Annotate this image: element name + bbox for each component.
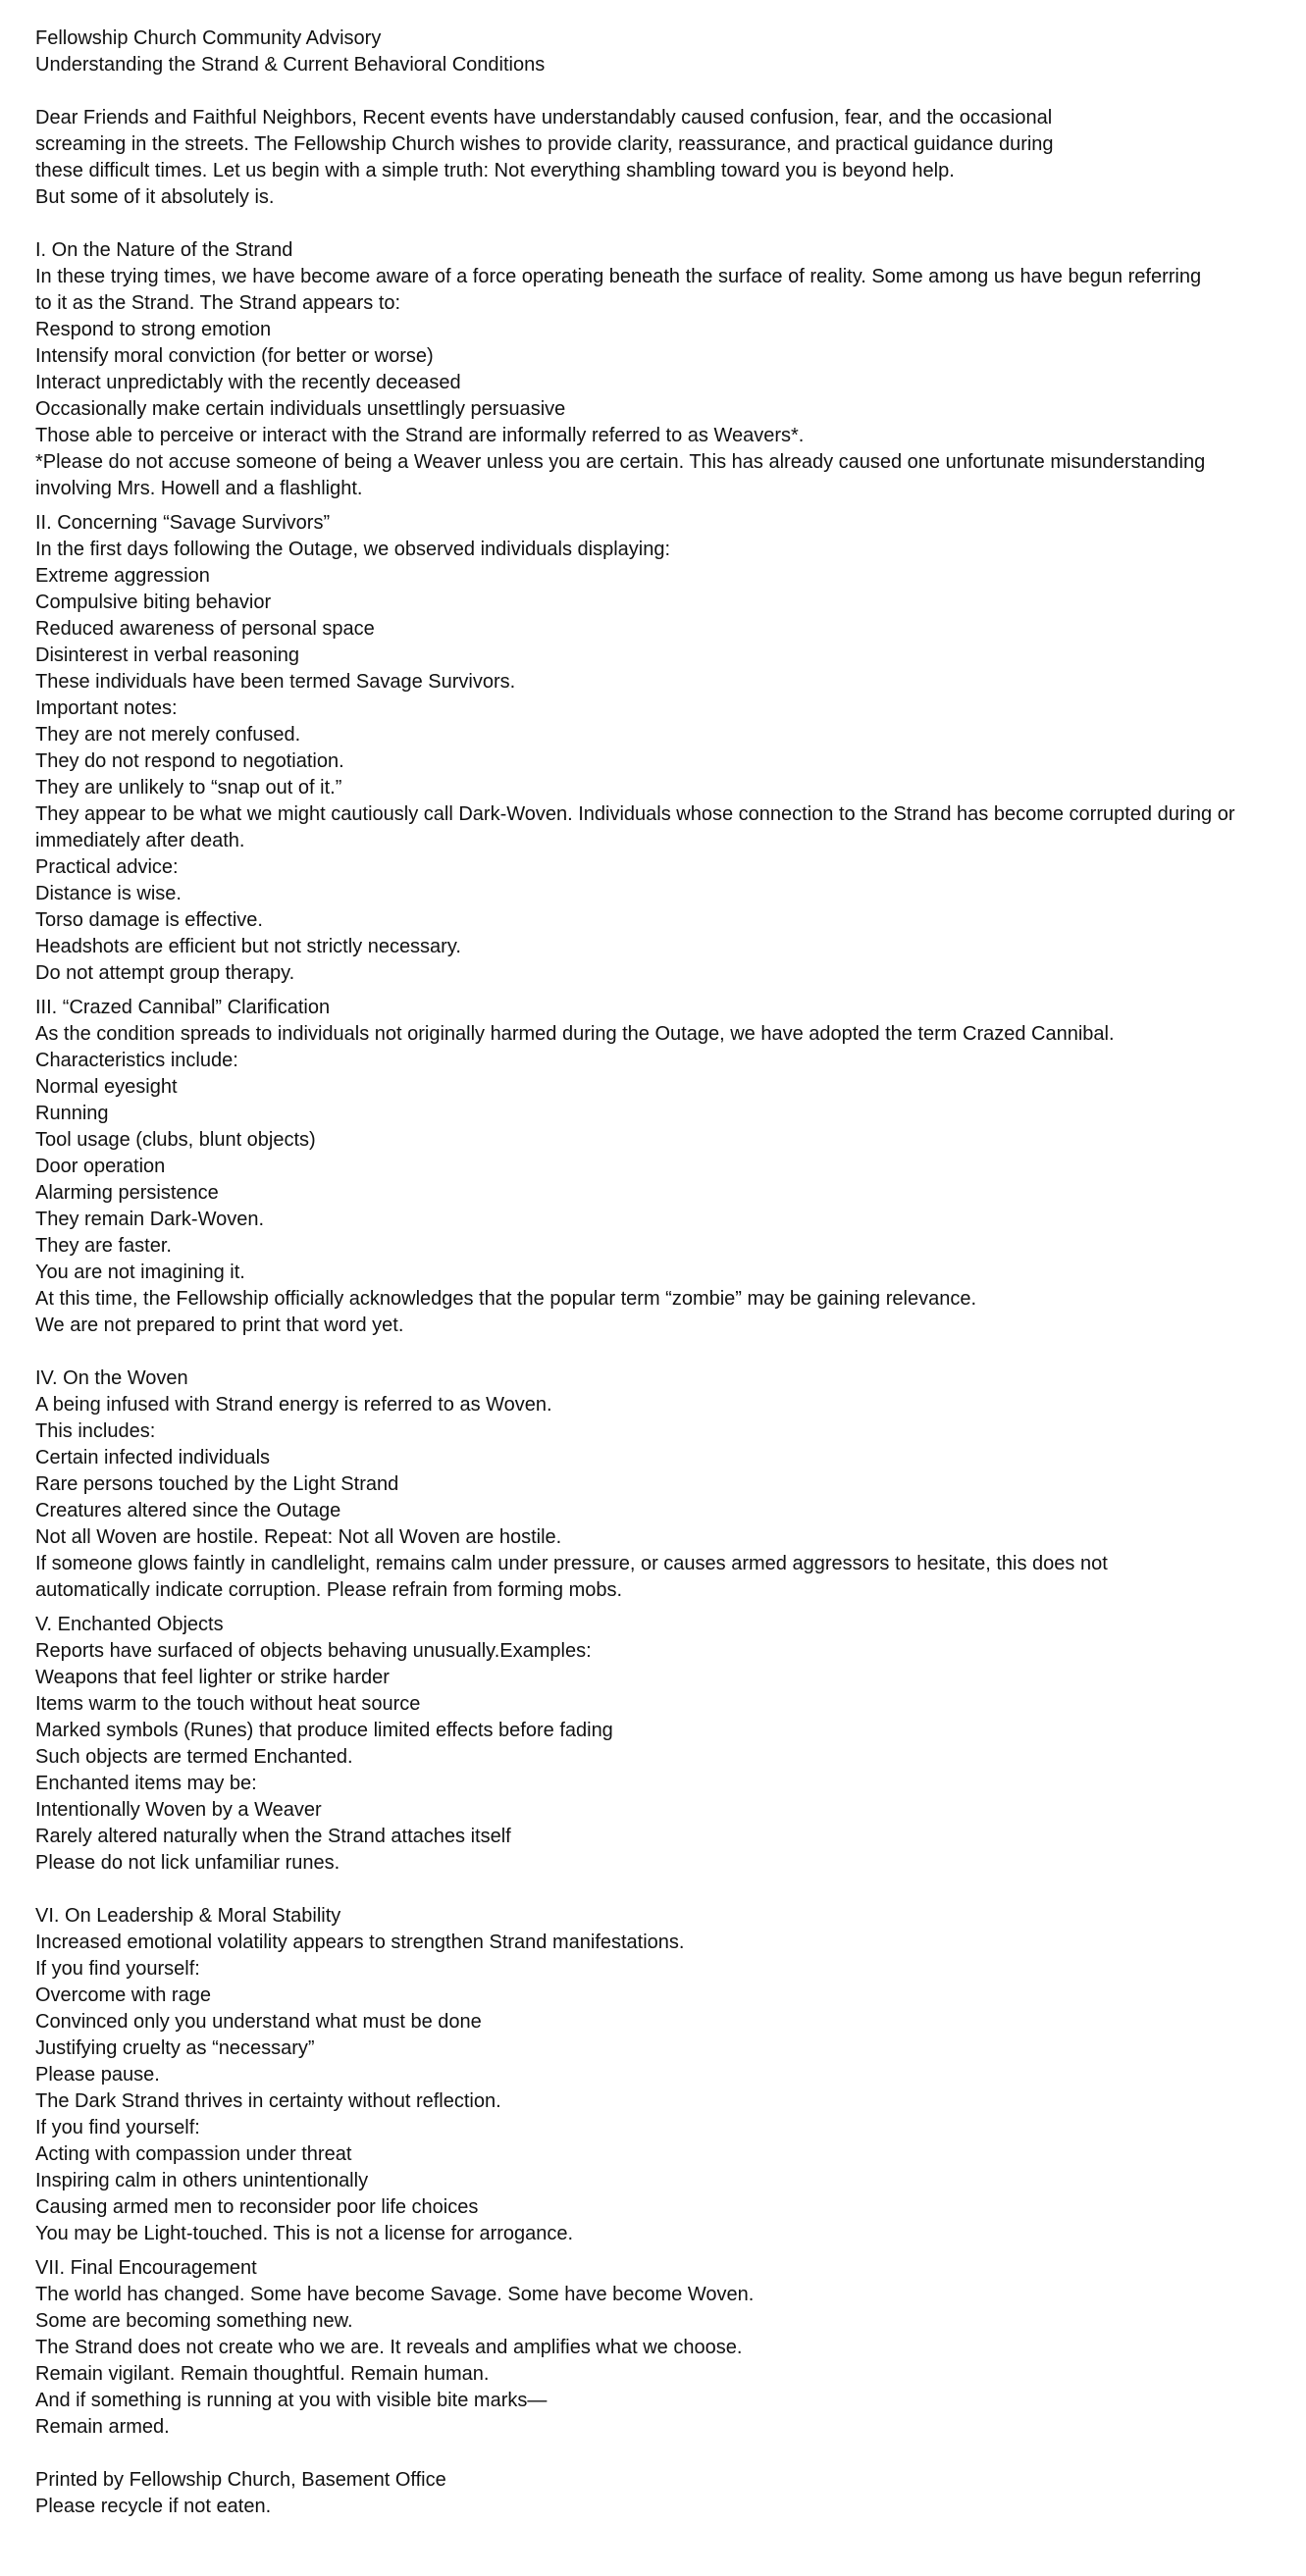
section-line: As the condition spreads to individuals not originally harmed during the Outage, we have adopted the term Crazed Cannibal. xyxy=(35,1023,1115,1045)
section-line: You may be Light-touched. This is not a license for arrogance. xyxy=(35,2223,574,2244)
section-line: Torso damage is effective. xyxy=(35,909,263,931)
section-line: Rarely altered naturally when the Strand attaches itself xyxy=(35,1826,511,1847)
section-line: Respond to strong emotion xyxy=(35,319,272,340)
section-line: to it as the Strand. The Strand appears to: xyxy=(35,292,401,314)
section-heading: I. On the Nature of the Strand xyxy=(35,239,293,261)
section-line: Running xyxy=(35,1103,109,1124)
section-3 xyxy=(35,995,1291,1339)
section-line: We are not prepared to print that word yet. xyxy=(35,1314,404,1336)
intro-paragraph xyxy=(35,105,1291,211)
section-line: Extreme aggression xyxy=(35,565,210,587)
section-line: *Please do not accuse someone of being a Weaver unless you are certain. This has already caused one unfortunate misunderstanding xyxy=(35,451,1206,473)
section-line: A being infused with Strand energy is referred to as Woven. xyxy=(35,1394,552,1416)
section-line: Inspiring calm in others unintentionally xyxy=(35,2170,369,2191)
section-line: Convinced only you understand what must be done xyxy=(35,2011,482,2033)
section-4 xyxy=(35,1365,1291,1604)
section-line: Rare persons touched by the Light Strand xyxy=(35,1473,399,1495)
section-line: Certain infected individuals xyxy=(35,1447,271,1468)
section-line: The world has changed. Some have become Savage. Some have become Woven. xyxy=(35,2284,755,2305)
section-heading: II. Concerning “Savage Survivors” xyxy=(35,512,331,534)
section-line: They are not merely confused. xyxy=(35,724,301,746)
section-line: These individuals have been termed Savage Survivors. xyxy=(35,671,516,693)
section-line: Marked symbols (Runes) that produce limited effects before fading xyxy=(35,1720,613,1741)
section-7 xyxy=(35,2255,1291,2441)
sections-container xyxy=(35,237,1291,2441)
section-line: Normal eyesight xyxy=(35,1076,178,1098)
intro-line: screaming in the streets. The Fellowship Church wishes to provide clarity, reassurance, and practical guidance during xyxy=(35,133,1054,155)
section-line: Some are becoming something new. xyxy=(35,2310,353,2332)
section-5 xyxy=(35,1612,1291,1877)
section-line: In these trying times, we have become aware of a force operating beneath the surface of reality. Some among us have begun referring xyxy=(35,266,1202,287)
section-line: They appear to be what we might cautiously call Dark-Woven. Individuals whose connection to the Strand has become corrupted during or xyxy=(35,803,1235,825)
section-line: They are faster. xyxy=(35,1235,172,1257)
section-line: Intensify moral conviction (for better or worse) xyxy=(35,345,434,367)
section-line: Door operation xyxy=(35,1156,166,1177)
section-line: Remain armed. xyxy=(35,2416,170,2438)
section-heading: V. Enchanted Objects xyxy=(35,1614,224,1635)
section-line: Justifying cruelty as “necessary” xyxy=(35,2037,315,2059)
section-line: Weapons that feel lighter or strike harder xyxy=(35,1667,390,1688)
section-line: The Dark Strand thrives in certainty without reflection. xyxy=(35,2090,501,2112)
section-heading: IV. On the Woven xyxy=(35,1367,188,1389)
section-line: Creatures altered since the Outage xyxy=(35,1500,341,1521)
section-line: Enchanted items may be: xyxy=(35,1773,257,1794)
section-line: Compulsive biting behavior xyxy=(35,592,272,613)
section-line: Remain vigilant. Remain thoughtful. Remain human. xyxy=(35,2363,490,2385)
section-line: involving Mrs. Howell and a flashlight. xyxy=(35,478,363,499)
section-line: Disinterest in verbal reasoning xyxy=(35,644,300,666)
section-heading: VII. Final Encouragement xyxy=(35,2257,257,2279)
section-line: Intentionally Woven by a Weaver xyxy=(35,1799,322,1821)
section-line: Interact unpredictably with the recently deceased xyxy=(35,372,461,393)
section-line: They remain Dark-Woven. xyxy=(35,1209,265,1230)
section-line: If someone glows faintly in candlelight, remains calm under pressure, or causes armed aggressors to hesitate, this does not xyxy=(35,1553,1108,1574)
section-line: Not all Woven are hostile. Repeat: Not all Woven are hostile. xyxy=(35,1526,562,1548)
section-line: Reports have surfaced of objects behaving unusually.Examples: xyxy=(35,1640,592,1662)
section-line: Tool usage (clubs, blunt objects) xyxy=(35,1129,316,1151)
section-line: Practical advice: xyxy=(35,856,179,878)
section-line: Occasionally make certain individuals unsettlingly persuasive xyxy=(35,398,566,420)
section-line: Headshots are efficient but not strictly necessary. xyxy=(35,936,461,957)
section-line: This includes: xyxy=(35,1420,156,1442)
section-1 xyxy=(35,237,1291,502)
section-line: In the first days following the Outage, we observed individuals displaying: xyxy=(35,539,671,560)
footer-printed-by: Printed by Fellowship Church, Basement Office xyxy=(35,2469,446,2491)
section-2 xyxy=(35,510,1291,987)
section-line: Causing armed men to reconsider poor life choices xyxy=(35,2196,479,2218)
section-line: Distance is wise. xyxy=(35,883,182,904)
advisory-document xyxy=(35,26,1291,2520)
section-line: The Strand does not create who we are. It reveals and amplifies what we choose. xyxy=(35,2337,743,2358)
section-line: Important notes: xyxy=(35,697,178,719)
intro-line: these difficult times. Let us begin with a simple truth: Not everything shambling toward you is beyond help. xyxy=(35,160,955,181)
section-line: And if something is running at you with visible bite marks— xyxy=(35,2390,548,2411)
section-line: Please pause. xyxy=(35,2064,160,2086)
section-line: Acting with compassion under threat xyxy=(35,2143,352,2165)
section-line: Do not attempt group therapy. xyxy=(35,962,295,984)
footer-recycle: Please recycle if not eaten. xyxy=(35,2496,272,2517)
section-line: They are unlikely to “snap out of it.” xyxy=(35,777,342,799)
section-line: immediately after death. xyxy=(35,830,245,851)
section-line: Such objects are termed Enchanted. xyxy=(35,1746,353,1768)
section-line: Alarming persistence xyxy=(35,1182,219,1204)
section-6 xyxy=(35,1903,1291,2247)
section-line: You are not imagining it. xyxy=(35,1262,245,1283)
section-line: If you find yourself: xyxy=(35,1958,200,1980)
section-line: If you find yourself: xyxy=(35,2117,200,2138)
section-line: They do not respond to negotiation. xyxy=(35,750,344,772)
document-title: Fellowship Church Community Advisory xyxy=(35,27,382,49)
section-line: At this time, the Fellowship officially acknowledges that the popular term “zombie” may be gaining relevance. xyxy=(35,1288,976,1310)
section-line: Increased emotional volatility appears to strengthen Strand manifestations. xyxy=(35,1932,685,1953)
section-heading: VI. On Leadership & Moral Stability xyxy=(35,1905,341,1927)
section-line: automatically indicate corruption. Please refrain from forming mobs. xyxy=(35,1579,623,1601)
section-line: Characteristics include: xyxy=(35,1050,238,1071)
section-line: Overcome with rage xyxy=(35,1984,211,2006)
document-subtitle: Understanding the Strand & Current Behavioral Conditions xyxy=(35,54,546,76)
section-line: Items warm to the touch without heat source xyxy=(35,1693,421,1715)
intro-line: But some of it absolutely is. xyxy=(35,186,275,208)
section-heading: III. “Crazed Cannibal” Clarification xyxy=(35,997,331,1018)
section-line: Please do not lick unfamiliar runes. xyxy=(35,1852,340,1874)
intro-line: Dear Friends and Faithful Neighbors, Recent events have understandably caused confusion, fear, and the occasional xyxy=(35,107,1053,129)
section-line: Reduced awareness of personal space xyxy=(35,618,375,640)
section-line: Those able to perceive or interact with the Strand are informally referred to as Weavers*. xyxy=(35,425,805,446)
